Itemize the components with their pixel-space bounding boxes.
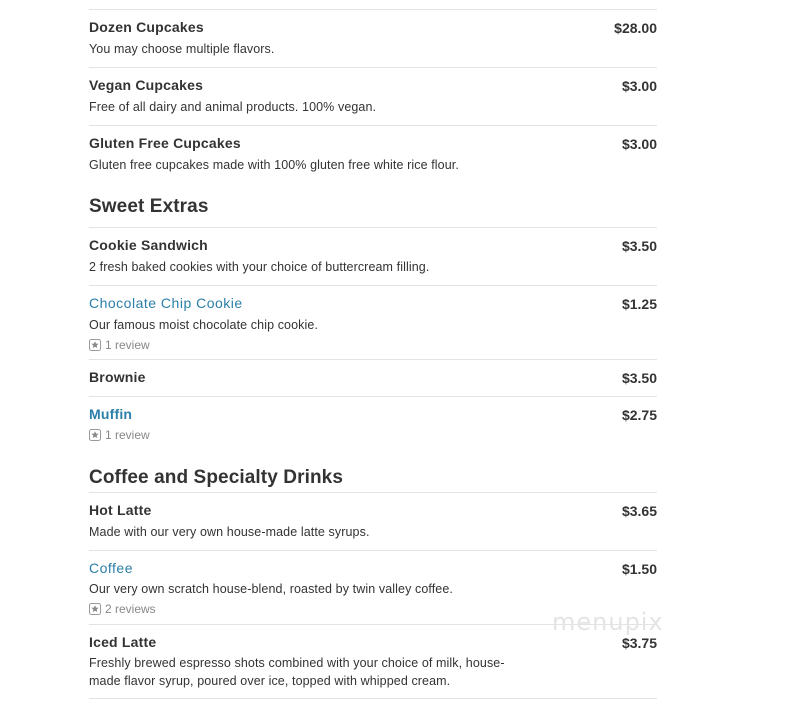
review-count: 1 review — [105, 428, 150, 442]
review-star-icon — [89, 339, 101, 351]
item-description: Made with our very own house-made latte syrups. — [89, 525, 370, 539]
item-description: Gluten free cupcakes made with 100% gluten free white rice flour. — [89, 158, 459, 172]
section-title: Sweet Extras — [89, 196, 209, 217]
item-price: $3.50 — [621, 370, 657, 386]
watermark-logo: menupix — [552, 608, 664, 636]
item-name: Dozen Cupcakes — [89, 19, 204, 35]
section-title: Coffee and Specialty Drinks — [89, 467, 343, 488]
item-name: Brownie — [89, 369, 146, 385]
item-name: Cookie Sandwich — [89, 237, 208, 253]
review-star-icon — [89, 603, 101, 615]
item-name: Vegan Cupcakes — [89, 77, 204, 93]
review-count: 2 reviews — [105, 602, 156, 616]
item-name: Iced Latte — [89, 634, 157, 650]
item-price: $2.75 — [621, 407, 657, 423]
item-price: $1.50 — [621, 561, 657, 577]
review-count: 1 review — [105, 338, 150, 352]
item-description: Our famous moist chocolate chip cookie. — [89, 318, 319, 332]
item-name-link[interactable]: Muffin — [89, 406, 133, 422]
item-price: $3.75 — [621, 635, 657, 651]
review-link[interactable] — [89, 601, 156, 617]
menu-item-vegan-cupcakes — [89, 68, 657, 126]
menu-item-hot-latte — [89, 493, 657, 551]
item-price: $28.00 — [614, 20, 657, 36]
item-price: $3.00 — [621, 136, 657, 152]
item-name: Hot Latte — [89, 502, 152, 518]
review-link[interactable] — [89, 427, 150, 443]
item-name: Gluten Free Cupcakes — [89, 135, 241, 151]
item-price: $1.25 — [621, 296, 657, 312]
item-description: You may choose multiple flavors. — [89, 42, 275, 56]
menu-item-gluten-free-cupcakes — [89, 126, 657, 183]
menu-item-iced-latte — [89, 625, 657, 699]
menu-item-brownie — [89, 360, 657, 397]
menu-list — [89, 0, 657, 699]
review-link[interactable] — [89, 337, 150, 353]
item-price: $3.50 — [621, 238, 657, 254]
item-description: Our very own scratch house-blend, roasted by twin valley coffee. — [89, 582, 453, 596]
item-description: Free of all dairy and animal products. 100% vegan. — [89, 100, 377, 114]
menu-item-chocolate-chip-cookie — [89, 286, 657, 360]
item-description: Freshly brewed espresso shots combined with your choice of milk, house-made flavor syrup, poured over ice, topped with whipped cream. — [89, 656, 505, 688]
menu-item-dozen-cupcakes — [89, 10, 657, 68]
section-heading-sweet-extras — [89, 183, 657, 228]
item-name-link[interactable]: Coffee — [89, 560, 133, 576]
item-description: 2 fresh baked cookies with your choice of buttercream filling. — [89, 260, 430, 274]
item-price: $3.00 — [621, 78, 657, 94]
section-heading-coffee-specialty-drinks — [89, 454, 657, 493]
menu-item-muffin — [89, 397, 657, 454]
menu-item-cookie-sandwich — [89, 228, 657, 286]
item-price: $3.65 — [621, 503, 657, 519]
item-name-link[interactable]: Chocolate Chip Cookie — [89, 295, 243, 311]
review-star-icon — [89, 429, 101, 441]
